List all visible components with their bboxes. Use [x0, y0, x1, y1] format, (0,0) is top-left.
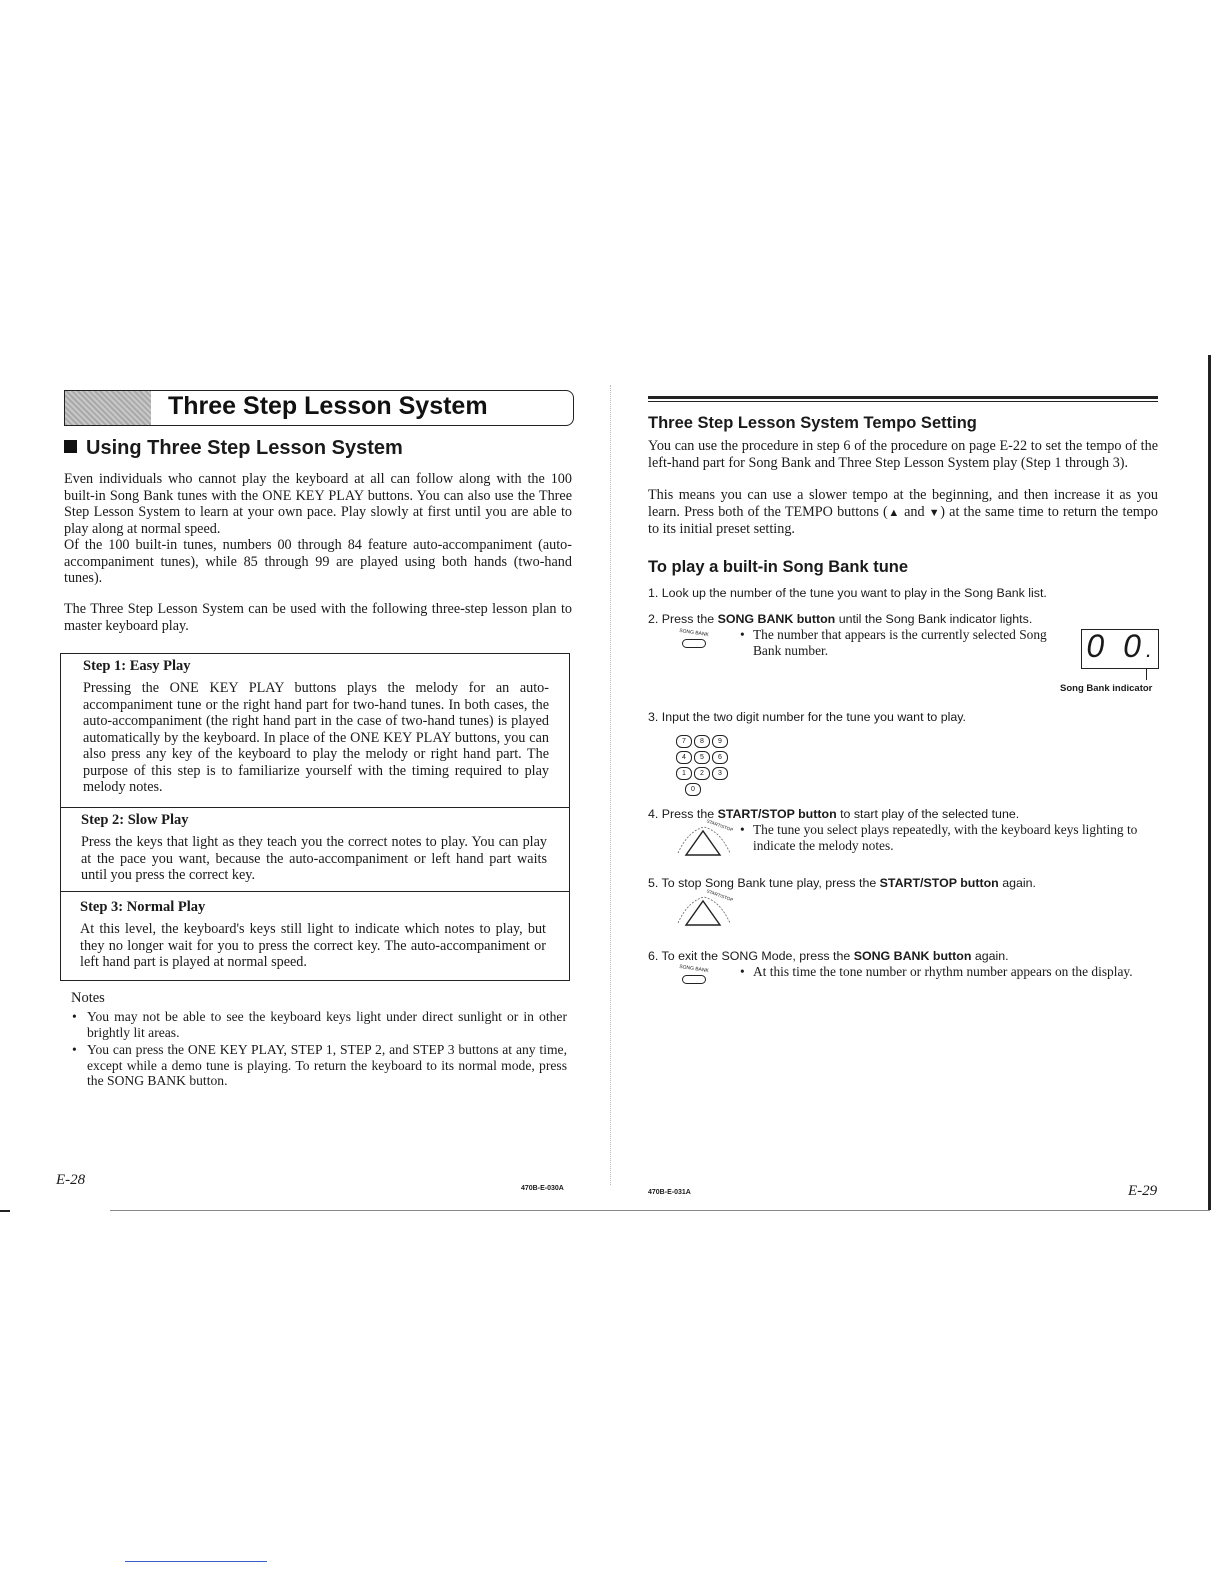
key-6: 6	[712, 751, 728, 764]
bottom-link-line	[125, 1561, 267, 1562]
tempo-text-and: and	[899, 503, 929, 520]
keypad-row	[676, 730, 730, 746]
song-bank-button-label: SONG BANK	[678, 963, 710, 975]
songbank-heading: To play a built-in Song Bank tune	[648, 558, 909, 576]
key-2: 2	[694, 767, 710, 780]
bottom-edge-mark	[0, 1210, 10, 1212]
step-3	[61, 899, 569, 971]
song-bank-button-icon	[678, 963, 710, 984]
key-3: 3	[712, 767, 728, 780]
song-bank-button-shape	[682, 975, 706, 984]
start-stop-button-icon	[674, 888, 734, 929]
section-heading	[64, 437, 403, 460]
note-item: • You may not be able to see the keyboard keys light under direct sunlight or in other brightly lit areas.	[71, 1009, 567, 1040]
number-keypad	[676, 730, 730, 794]
procedure-step-2	[648, 612, 1032, 626]
step-4-pre: 4. Press the	[648, 807, 718, 821]
key-1: 1	[676, 767, 692, 780]
note-item: • You can press the ONE KEY PLAY, STEP 1, STEP 2, and STEP 3 buttons at any time, except while a demo tune is playing. To return the keyboard to its normal mode, press the SONG BANK button.	[71, 1042, 567, 1089]
step-6-bullet: At this time the tone number or rhythm number appears on the display.	[753, 964, 1133, 979]
step-2-pre: 2. Press the	[648, 612, 718, 626]
intro-paragraph-1: Even individuals who cannot play the keyboard at all can follow along with the 100 built-in Song Bank tunes with the ONE KEY PLAY buttons. You can also use the Three Step Lesson System to learn at your own pace. Play slowly at first until you are able to play along at normal speed.	[64, 471, 572, 537]
key-4: 4	[676, 751, 692, 764]
start-stop-button-icon	[674, 818, 734, 859]
notes-title: Notes	[71, 990, 105, 1006]
song-bank-button-label: SONG BANK	[678, 627, 710, 639]
gutter-line	[610, 385, 611, 1185]
tempo-up-icon: ▲	[887, 506, 900, 519]
step-6-pre: 6. To exit the SONG Mode, press the	[648, 949, 854, 963]
intro-paragraph-3: The Three Step Lesson System can be used with the following three-step lesson plan to master keyboard play.	[64, 601, 572, 634]
key-9: 9	[712, 735, 728, 748]
step-divider	[61, 807, 569, 808]
page-edge-mark	[1208, 355, 1211, 1210]
chapter-title: Three Step Lesson System	[168, 392, 488, 420]
start-stop-button-label: START/STOP	[705, 818, 734, 833]
square-bullet-icon	[64, 440, 77, 453]
section-title: Using Three Step Lesson System	[86, 437, 403, 459]
keypad-row	[676, 778, 730, 794]
key-7: 7	[676, 735, 692, 748]
steps-box	[60, 653, 570, 981]
top-rule-thin	[648, 401, 1158, 402]
step-2-title: Step 2: Slow Play	[81, 812, 189, 828]
song-bank-button-shape	[682, 639, 706, 648]
step-4-post: to start play of the selected tune.	[836, 807, 1020, 821]
step-1	[61, 658, 569, 796]
step-4-bold: START/STOP button	[717, 807, 837, 821]
right-page-number: E-29	[1128, 1183, 1158, 1199]
indicator-leader-line	[1146, 668, 1147, 680]
procedure-step-3: 3. Input the two digit number for the tune you want to play.	[648, 710, 966, 724]
procedure-step-1: 1. Look up the number of the tune you want to play in the Song Bank list.	[648, 586, 1047, 600]
intro-paragraph-2: Of the 100 built-in tunes, numbers 00 through 84 feature auto-accompaniment (auto-accompaniment tunes), while 85 through 99 are played using both hands (two-hand tunes).	[64, 537, 572, 586]
lcd-digits	[1086, 628, 1152, 665]
left-page-number: E-28	[56, 1172, 86, 1188]
procedure-step-4	[648, 807, 1019, 821]
step-2-bullet-dot: •	[740, 627, 745, 642]
tempo-text-a: This means you can use a slower tempo at the beginning, and then increase it as you learn. Press both of the TEMPO buttons (	[648, 487, 1158, 520]
step-5-post: again.	[998, 876, 1036, 890]
step-4-bullet-dot: •	[740, 822, 745, 837]
bottom-trim-line	[110, 1210, 1210, 1211]
step-2-post: until the Song Bank indicator lights.	[835, 612, 1033, 626]
chapter-shade-block	[65, 391, 151, 425]
step-4-bullet: The tune you select plays repeatedly, with the keyboard keys lighting to indicate the melody notes.	[753, 822, 1138, 853]
step-3-text: At this level, the keyboard's keys still light to indicate which notes to play, but they no longer wait for you to press the correct key. The auto-accompaniment or left hand part is played at normal speed.	[80, 921, 546, 970]
tempo-heading: Three Step Lesson System Tempo Setting	[648, 414, 977, 432]
right-page-code: 470B-E-031A	[648, 1189, 691, 1196]
step-5-bold: START/STOP button	[879, 876, 999, 890]
key-8: 8	[694, 735, 710, 748]
song-bank-button-icon	[678, 627, 710, 648]
keypad-row	[676, 762, 730, 778]
step-3-title: Step 3: Normal Play	[80, 899, 206, 915]
tempo-paragraph-1: You can use the procedure in step 6 of the procedure on page E-22 to set the tempo of the left-hand part for Song Bank and Three Step Lesson System play (Step 1 through 3).	[648, 438, 1158, 471]
lcd-value: 0 0	[1086, 628, 1146, 664]
step-divider	[61, 891, 569, 892]
top-rule-thick	[648, 396, 1158, 399]
tempo-down-icon: ▼	[928, 506, 941, 519]
key-5: 5	[694, 751, 710, 764]
step-2	[61, 812, 569, 884]
song-bank-indicator-label: Song Bank indicator	[1060, 683, 1153, 694]
step-1-text: Pressing the ONE KEY PLAY buttons plays the melody for an auto-accompaniment tune or the right hand part for two-hand tunes. In both cases, the auto-accompaniment (the right hand part in the case of two-hand tunes) is played automatically by the keyboard. In place of the ONE KEY PLAY buttons, you can also press any key of the keyboard to play the melody or right hand part. The purpose of this step is to familiarize yourself with the timing required to play melody notes.	[83, 680, 549, 795]
step-6-bullet-dot: •	[740, 964, 745, 979]
lcd-indicator-dot: .	[1145, 637, 1152, 662]
chapter-header	[64, 390, 574, 426]
start-stop-button-label: START/STOP	[705, 888, 734, 903]
step-6-bold: SONG BANK button	[853, 949, 972, 963]
lcd-display	[1081, 629, 1159, 669]
notes-list	[71, 1009, 567, 1091]
step-2-text: Press the keys that light as they teach you the correct notes to play. You can play at the pace you want, because the auto-accompaniment or left hand part waits until you press the correct key.	[81, 834, 547, 883]
procedure-step-6	[648, 949, 1009, 963]
tempo-text-b: ) at the same time to return the tempo to its initial preset setting.	[648, 503, 1158, 537]
step-2-bullet: The number that appears is the currently selected Song Bank number.	[753, 627, 1047, 658]
procedure-step-5	[648, 876, 1036, 890]
keypad-row	[676, 746, 730, 762]
step-6-post: again.	[971, 949, 1009, 963]
left-page-code: 470B-E-030A	[521, 1185, 564, 1192]
step-5-pre: 5. To stop Song Bank tune play, press the	[648, 876, 880, 890]
step-1-title: Step 1: Easy Play	[83, 658, 191, 674]
step-2-bold: SONG BANK button	[717, 612, 836, 626]
key-0: 0	[685, 783, 701, 796]
tempo-paragraph-2	[648, 487, 1158, 538]
